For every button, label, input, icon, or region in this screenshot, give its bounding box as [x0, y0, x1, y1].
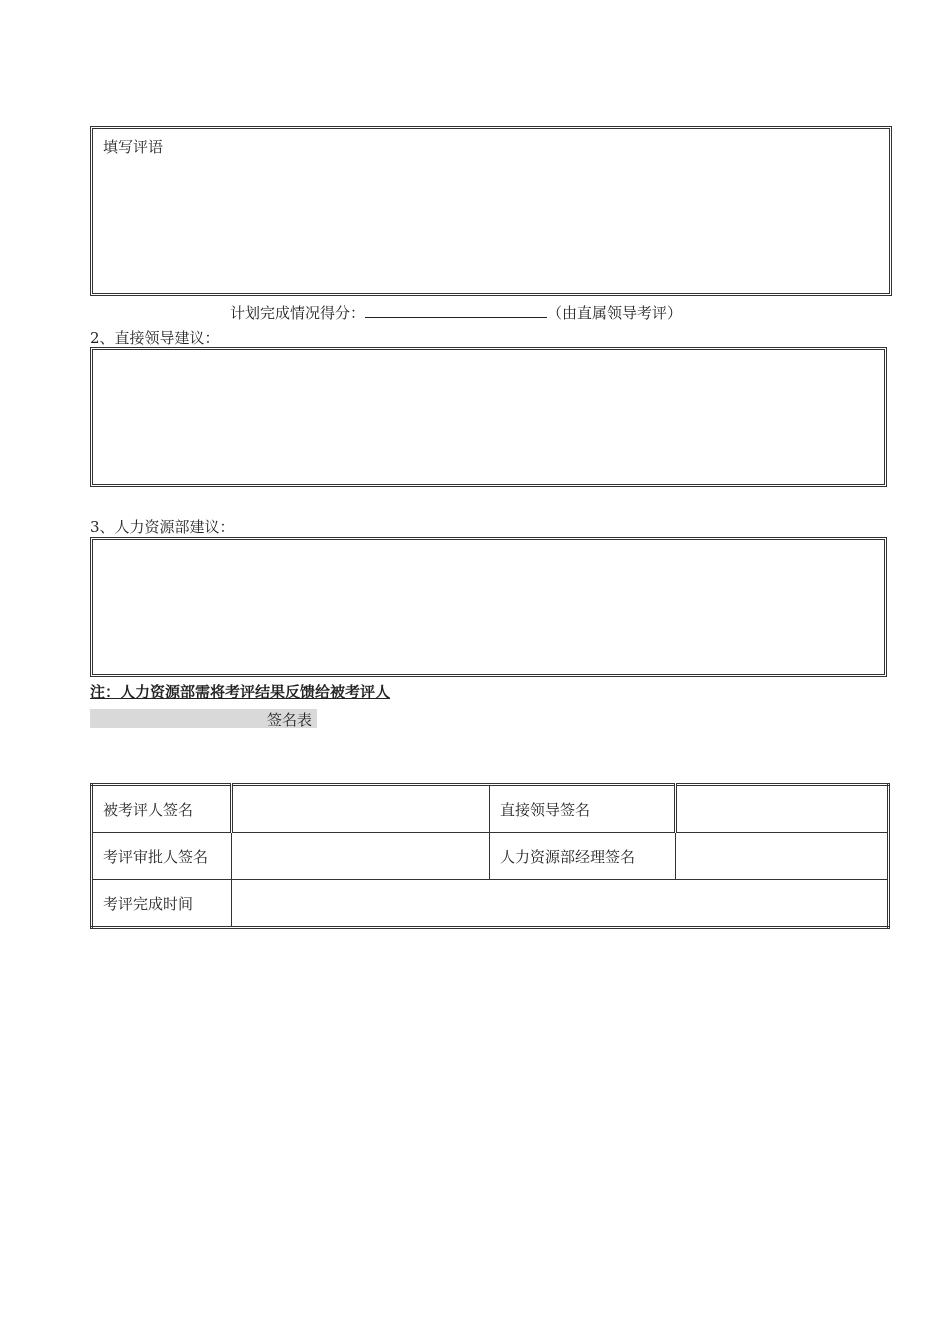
hr-advice-box[interactable]	[90, 537, 887, 677]
completion-time-field[interactable]	[232, 880, 889, 928]
score-blank[interactable]	[365, 303, 547, 318]
signature-table	[90, 783, 890, 929]
section3-title: 3、人力资源部建议：	[90, 518, 235, 536]
reviewee-signature-field[interactable]	[232, 785, 490, 833]
score-label: 计划完成情况得分：	[230, 304, 366, 322]
reviewee-signature-label: 被考评人签名	[92, 785, 232, 833]
table-row	[92, 833, 889, 880]
hr-manager-signature-label: 人力资源部经理签名	[490, 833, 676, 880]
section2-title: 2、直接领导建议：	[90, 329, 220, 347]
score-suffix: （由直属领导考评）	[547, 304, 683, 322]
approver-signature-label: 考评审批人签名	[92, 833, 232, 880]
signature-title: 签名表	[267, 711, 313, 729]
table-row	[92, 880, 889, 928]
comment-box[interactable]	[90, 126, 892, 296]
hr-manager-signature-field[interactable]	[676, 833, 889, 880]
score-line	[230, 302, 682, 323]
hr-note: 注：人力资源部需将考评结果反馈给被考评人	[90, 683, 391, 701]
leader-signature-field[interactable]	[676, 785, 889, 833]
completion-time-label: 考评完成时间	[92, 880, 232, 928]
leader-advice-box[interactable]	[90, 347, 887, 487]
comment-box-label: 填写评语	[103, 138, 164, 156]
leader-signature-label: 直接领导签名	[490, 785, 676, 833]
approver-signature-field[interactable]	[232, 833, 490, 880]
signature-title-bar	[90, 709, 317, 728]
table-row	[92, 785, 889, 833]
